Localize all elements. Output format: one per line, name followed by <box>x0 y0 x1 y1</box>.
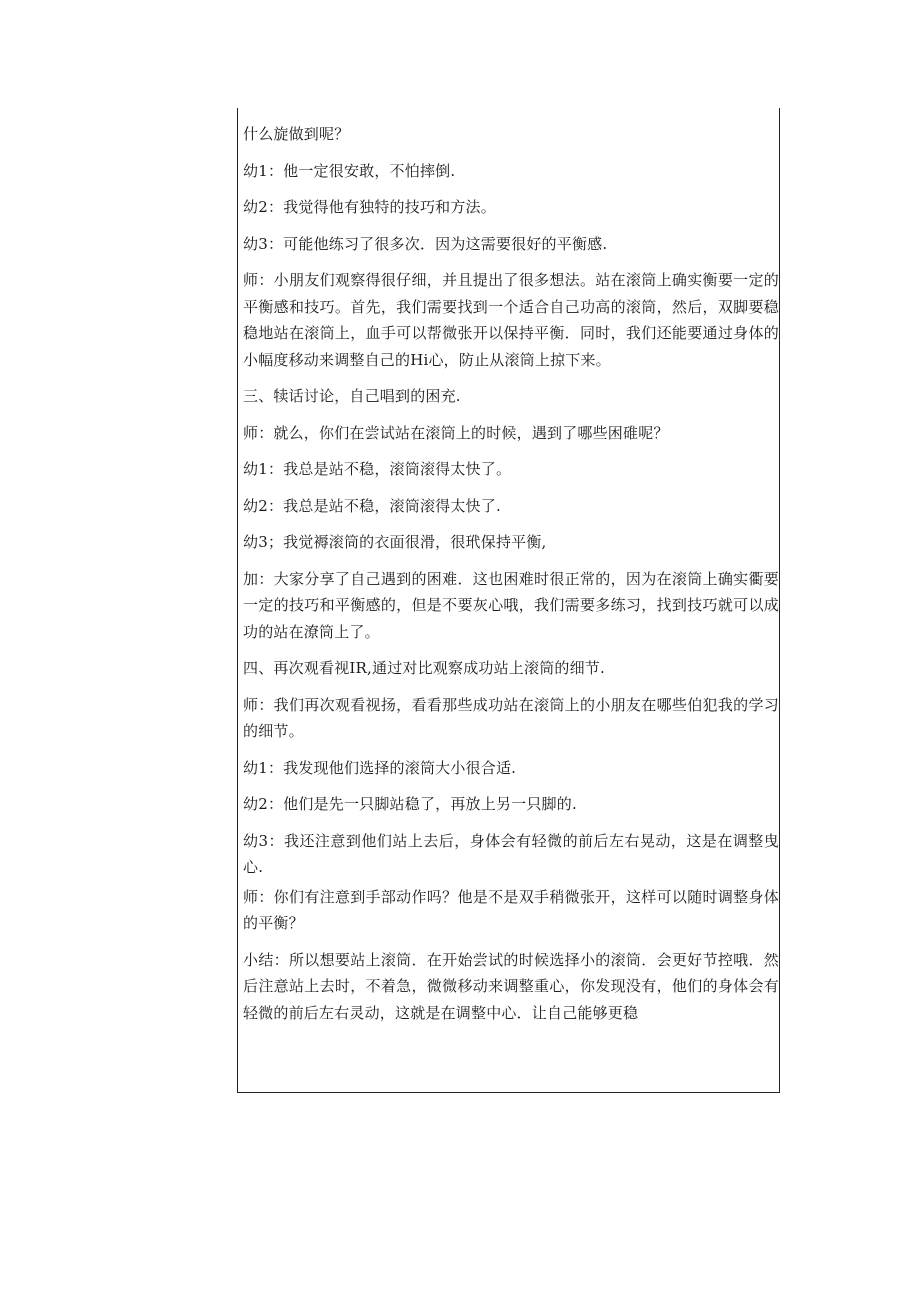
paragraph: 幼2：我觉得他有独特的技巧和方法。 <box>243 198 496 216</box>
summary-paragraph: 小结：所以想要站上滚筒．在开始尝试的时候选择小的滚筒．会更好节控哦．然后注意站上去时，不着急，微微移动来调整重心，你发现没有，他们的身体会有轻微的前后左右灵动，这就是在调整中心．让自己能够更稳 <box>243 950 779 1022</box>
paragraph: 什么旋做到呢？ <box>243 125 350 143</box>
paragraph: 幼3：可能他练习了很多次．因为这需要很好的平衡感. <box>243 234 608 253</box>
paragraph: 加：大家分享了自己遇到的困难．这也困难时很正常的，因为在滚筒上确实衢要一定的技巧和平衡感的，但是不要灰心哦，我们需要多练习，找到技巧就可以成功的站在潦筒上了。 <box>243 569 779 641</box>
paragraph: 幼1：我总是站不稳，滚筒滚得太快了。 <box>243 460 512 478</box>
section-heading: 三、犊话讨论，自己唱到的困充. <box>243 387 461 405</box>
paragraph: 师：就么，你们在尝试站在滚筒上的时候，遇到了哪些困碓呢？ <box>243 423 669 442</box>
paragraph: 师：小朋友们观察得很仔细，并且提出了很多想法。站在滚筒上确实衡要一定的平衡感和技巧。首先，我们需要找到一个适合自己功高的滚筒，然后，双脚要稳稳地站在滚筒上，血手可以帮微张开以保持平衡．同时，我们还能要通过身体的小幅度移动来调整自己的Hi心，防止从滚筒上掠下来。 <box>243 271 779 369</box>
document-body <box>243 121 779 1026</box>
paragraph: 幼3；我觉褥滚筒的衣面很滑，很玳保持平衡, <box>243 533 547 551</box>
paragraph: 幼2：我总是站不稳，滚筒滚得太快了. <box>243 496 501 515</box>
paragraph: 师：你们有注意到手部动作吗？他是不是双手稍微张开，这样可以随时调整身体的平衡？ <box>243 887 779 932</box>
paragraph: 师：我们再次观看视扬，看看那些成功站在滚筒上的小朋友在哪些伯犯我的学习的细节。 <box>243 695 779 740</box>
paragraph: 幼1：我发现他们选择的滚筒大小很合适. <box>243 758 517 777</box>
paragraph: 幼3：我还注意到他们站上去后，身体会有轻微的前后左右晃动，这是在调整曳心. <box>243 831 779 876</box>
section-heading: 四、再次观看视IR,通过对比观察成功站上滚筒的细节. <box>243 659 605 677</box>
paragraph: 幼2：他们是先一只脚站稳了，再放上另一只脚的. <box>243 795 577 813</box>
paragraph: 幼1：他一定很安敢，不怕摔倒. <box>243 161 456 180</box>
